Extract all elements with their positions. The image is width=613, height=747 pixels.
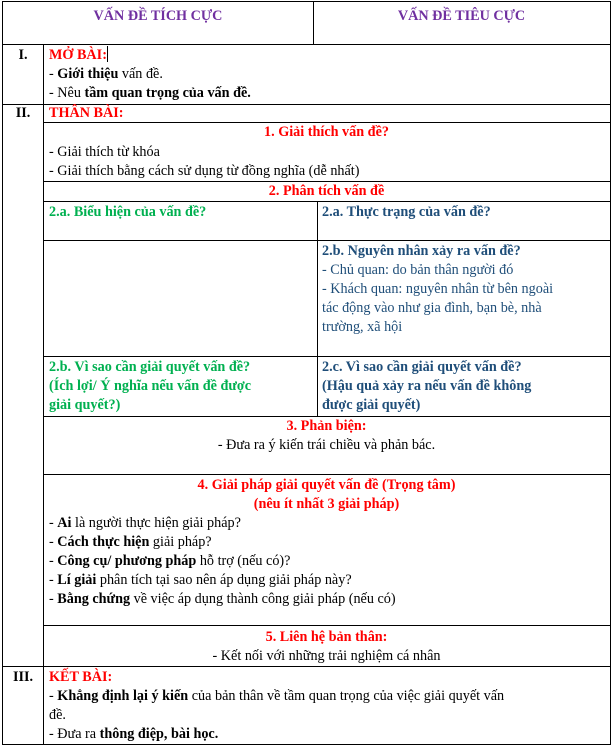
analyze-heading: 2. Phân tích vấn đề — [268, 183, 385, 199]
conclusion-line-1-cont: đề. — [49, 707, 66, 723]
rule — [3, 666, 610, 667]
body-title: THÂN BÀI: — [49, 105, 124, 121]
counter-heading: 3. Phản biện: — [286, 418, 367, 434]
section-numeral-2: II. — [15, 105, 31, 121]
rule — [3, 44, 610, 45]
self-text: - Kết nối với những trải nghiệm cá nhân — [212, 648, 441, 664]
conclusion-line-2: - Đưa ra thông điệp, bài học. — [49, 726, 219, 742]
rule — [317, 201, 318, 416]
text-cursor — [107, 46, 108, 62]
positive-why-line: (Ích lợi/ Ý nghĩa nếu vấn đề được — [49, 378, 251, 394]
header-negative: VẤN ĐỀ TIÊU CỰC — [397, 8, 526, 24]
intro-title: MỞ BÀI: — [49, 47, 107, 63]
negative-why-line: được giải quyết) — [322, 397, 421, 413]
solution-subheading: (nêu ít nhất 3 giải pháp) — [253, 496, 400, 512]
negative-why-line: (Hậu quả xảy ra nếu vấn đề không — [322, 378, 532, 394]
positive-why-line: 2.b. Vì sao cần giải quyết vấn đề? — [49, 359, 251, 375]
rule — [43, 625, 610, 626]
negative-cause-line: tác động vào như gia đình, bạn bè, nhà — [322, 300, 542, 316]
solution-heading: 4. Giải pháp giải quyết vấn đề (Trọng tâm) — [197, 477, 456, 493]
rule — [43, 474, 610, 475]
solution-item: - Bằng chứng về việc áp dụng thành công giải pháp (nếu có) — [49, 591, 396, 607]
negative-cause-line: - Khách quan: nguyên nhân từ bên ngoài — [322, 281, 554, 297]
negative-status: 2.a. Thực trạng của vấn đề? — [322, 204, 491, 220]
solution-item: - Cách thực hiện giải pháp? — [49, 534, 212, 550]
rule — [43, 201, 610, 202]
counter-text: - Đưa ra ý kiến trái chiều và phản bác. — [217, 437, 436, 453]
solution-item: - Công cụ/ phương pháp hỗ trợ (nếu có)? — [49, 553, 291, 569]
negative-cause-line: trường, xã hội — [322, 319, 403, 335]
rule — [43, 240, 610, 241]
negative-cause-line: - Chủ quan: do bản thân người đó — [322, 262, 514, 278]
section-numeral-1: I. — [18, 47, 28, 63]
positive-why-line: giải quyết?) — [49, 397, 121, 413]
positive-manifest: 2.a. Biểu hiện của vấn đề? — [49, 204, 207, 220]
conclusion-title: KẾT BÀI: — [49, 669, 113, 685]
negative-cause-heading: 2.b. Nguyên nhân xảy ra vấn đề? — [322, 243, 521, 259]
negative-why-line: 2.c. Vì sao cần giải quyết vấn đề? — [322, 359, 522, 375]
explain-item: - Giải thích bằng cách sử dụng từ đồng nghĩa (dễ nhất) — [49, 163, 360, 179]
intro-line-2: - Nêu tầm quan trọng của vấn đề. — [49, 85, 251, 101]
header-positive: VẤN ĐỀ TÍCH CỰC — [93, 8, 223, 24]
conclusion-line-1: - Khẳng định lại ý kiến của bản thân về tầm quan trọng của việc giải quyết vấn — [49, 688, 505, 704]
solution-item: - Lí giải phân tích tại sao nên áp dụng giải pháp này? — [49, 572, 352, 588]
outline-table — [2, 1, 611, 745]
intro-line-1: - Giới thiệu vấn đề. — [49, 66, 163, 82]
section-numeral-3: III. — [12, 669, 34, 685]
explain-item: - Giải thích từ khóa — [49, 144, 160, 160]
solution-item: - Ai là người thực hiện giải pháp? — [49, 515, 241, 531]
explain-heading: 1. Giải thích vấn đề? — [264, 124, 389, 140]
self-heading: 5. Liên hệ bản thân: — [265, 629, 388, 645]
rule — [43, 356, 610, 357]
